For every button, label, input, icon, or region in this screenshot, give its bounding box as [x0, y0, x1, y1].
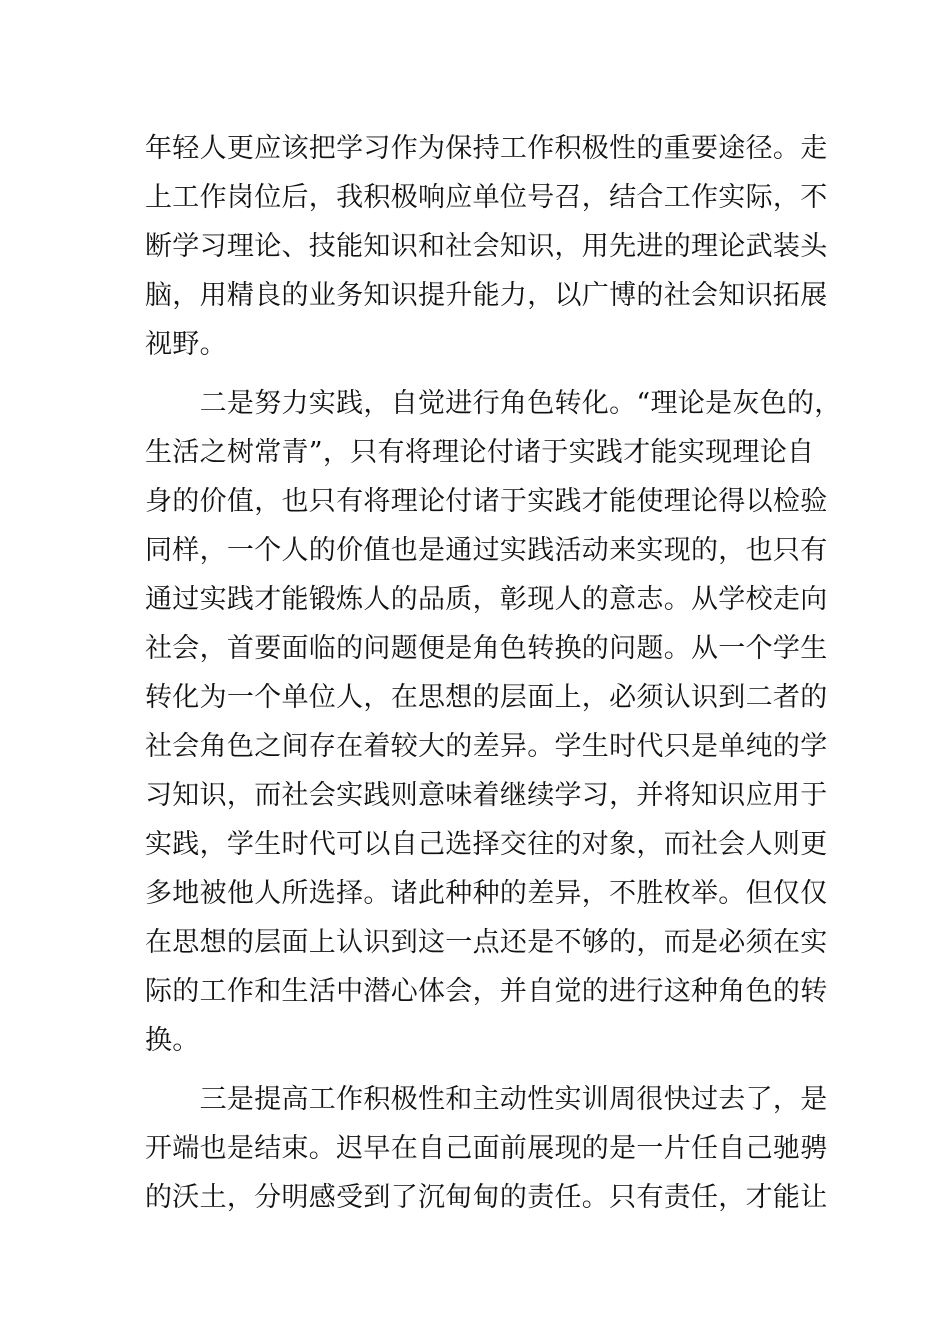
- text-line: 社会角色之间存在着较大的差异。学生时代只是单纯的学: [145, 731, 828, 762]
- text-line: 通过实践才能锻炼人的品质，彰现人的意志。从学校走向: [145, 584, 828, 615]
- text-line: 同样，一个人的价值也是通过实践活动来实现的，也只有: [145, 535, 828, 566]
- text-line: 在思想的层面上认识到这一点还是不够的，而是必须在实: [145, 927, 828, 958]
- text-line: 断学习理论、技能知识和社会知识，用先进的理论武装头: [145, 231, 828, 262]
- text-line: 身的价值，也只有将理论付诸于实践才能使理论得以检验: [145, 486, 828, 517]
- text-line: 开端也是结束。迟早在自己面前展现的是一片任自己驰骋: [145, 1133, 828, 1164]
- text-line: 上工作岗位后，我积极响应单位号召，结合工作实际，不: [145, 182, 828, 213]
- text-line: 换。: [145, 1025, 200, 1056]
- text-line: 二是努力实践，自觉进行角色转化。“理论是灰色的，: [145, 388, 842, 419]
- paragraph-gap: [145, 369, 810, 379]
- text-line: 转化为一个单位人，在思想的层面上，必须认识到二者的: [145, 682, 828, 713]
- paragraph-3: [145, 1075, 828, 1222]
- text-line: 多地被他人所选择。诸此种种的差异，不胜枚举。但仅仅: [145, 878, 828, 909]
- paragraph-gap: [145, 1065, 810, 1075]
- text-line: 生活之树常青”，只有将理论付诸于实践才能实现理论自: [145, 437, 815, 468]
- paragraph-1: [145, 124, 828, 369]
- text-line: 的沃土，分明感受到了沉甸甸的责任。只有责任，才能让: [145, 1182, 828, 1213]
- text-line: 三是提高工作积极性和主动性实训周很快过去了，是: [145, 1084, 828, 1115]
- text-line: 年轻人更应该把学习作为保持工作积极性的重要途径。走: [145, 133, 828, 164]
- text-line: 习知识，而社会实践则意味着继续学习，并将知识应用于: [145, 780, 828, 811]
- body-text: [145, 124, 842, 1222]
- paragraph-2: [145, 379, 842, 1065]
- text-line: 际的工作和生活中潜心体会，并自觉的进行这种角色的转: [145, 976, 828, 1007]
- text-line: 实践，学生时代可以自己选择交往的对象，而社会人则更: [145, 829, 828, 860]
- text-line: 社会，首要面临的问题便是角色转换的问题。从一个学生: [145, 633, 828, 664]
- text-line: 视野。: [145, 329, 227, 360]
- text-line: 脑，用精良的业务知识提升能力，以广博的社会知识拓展: [145, 280, 828, 311]
